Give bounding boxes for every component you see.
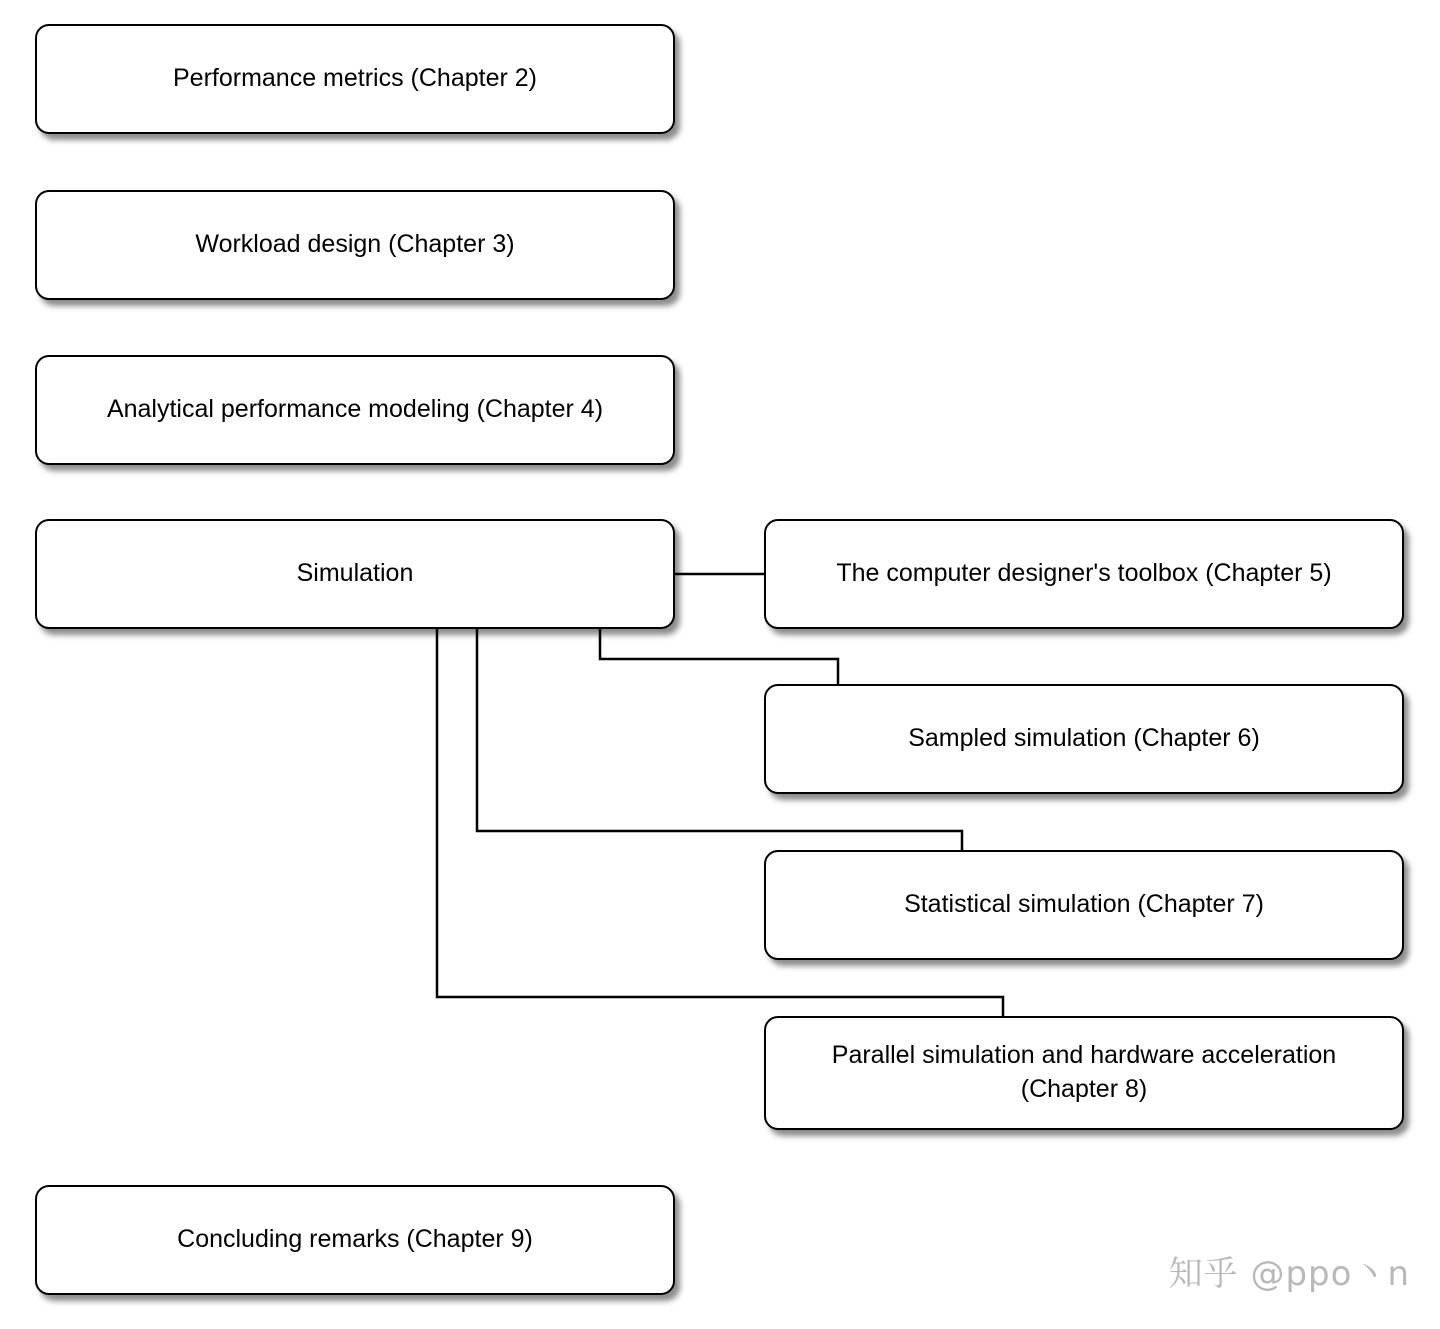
node-label: Analytical performance modeling (Chapter 4) <box>106 395 604 424</box>
node-computer-designers-toolbox[interactable] <box>764 519 1404 629</box>
node-analytical-performance-modeling[interactable] <box>35 355 675 465</box>
watermark: 知乎 @ppo丶n <box>1168 1254 1410 1294</box>
node-label: Parallel simulation and hardware acceleration (Chapter 8) <box>831 1041 1337 1103</box>
node-label: Performance metrics (Chapter 2) <box>172 64 537 93</box>
node-workload-design[interactable] <box>35 190 675 300</box>
node-label: Workload design (Chapter 3) <box>195 230 515 259</box>
node-statistical-simulation[interactable] <box>764 850 1404 960</box>
node-parallel-simulation-and-hardware-acceleration[interactable] <box>764 1016 1404 1130</box>
node-concluding-remarks[interactable] <box>35 1185 675 1295</box>
node-label: Sampled simulation (Chapter 6) <box>908 724 1260 753</box>
node-label: Concluding remarks (Chapter 9) <box>177 1225 533 1254</box>
edge-simulation-sampled-simulation <box>600 629 838 684</box>
node-sampled-simulation[interactable] <box>764 684 1404 794</box>
node-label: Simulation <box>296 559 414 588</box>
node-label: Statistical simulation (Chapter 7) <box>904 890 1264 919</box>
node-performance-metrics[interactable] <box>35 24 675 134</box>
node-simulation[interactable] <box>35 519 675 629</box>
node-label: The computer designer's toolbox (Chapter 5) <box>836 559 1332 588</box>
